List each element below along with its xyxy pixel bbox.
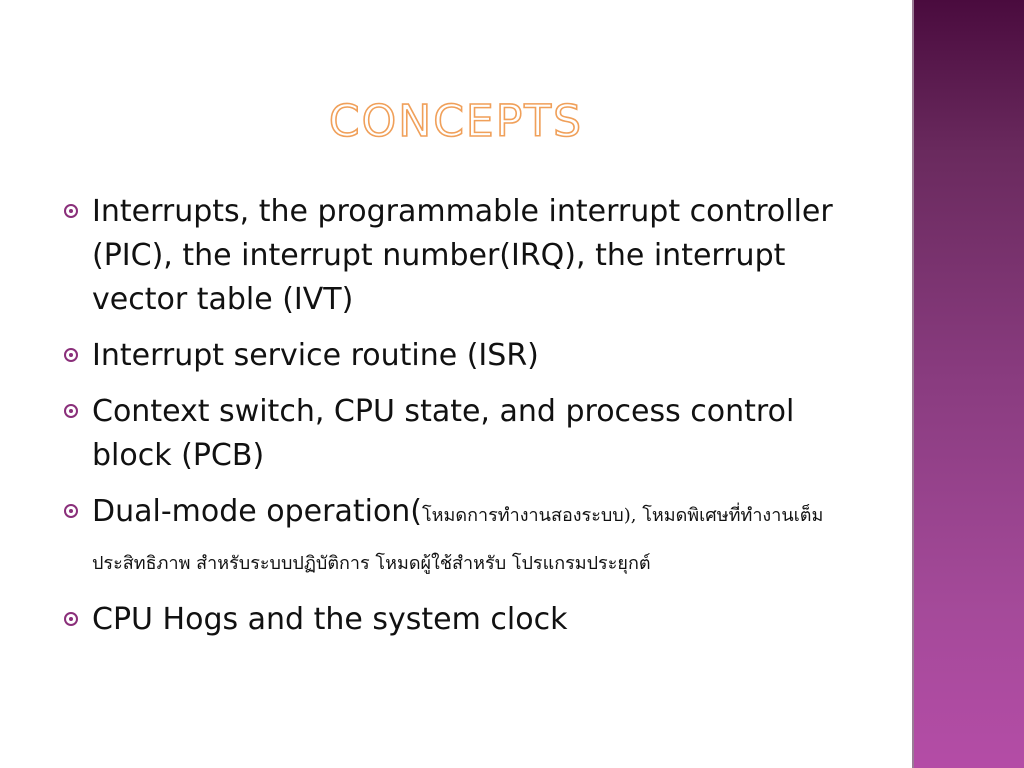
bullet-text: Dual-mode operation( — [92, 494, 423, 529]
bullet-text: Interrupt service routine (ISR) — [92, 338, 539, 373]
bullet-item-isr — [64, 334, 854, 378]
bullet-item-context-switch — [64, 390, 854, 478]
circle-dot-bullet-icon — [64, 612, 78, 626]
circle-dot-bullet-icon — [64, 504, 78, 518]
circle-dot-bullet-icon — [64, 204, 78, 218]
circle-dot-bullet-icon — [64, 404, 78, 418]
slide-title: CONCEPTS — [328, 96, 584, 147]
bullet-thai-text: โหมดการทำงานสองระบบ), โหมดพิเศษที่ทำงานเต็มประสิทธิภาพ สำหรับระบบปฏิบัติการ โหมดผู้ใช้สำหรับ โปรแกรมประยุกต์ — [92, 505, 824, 574]
bullet-item-dual-mode — [64, 490, 854, 586]
decorative-sidebar — [914, 0, 1024, 768]
circle-dot-bullet-icon — [64, 348, 78, 362]
bullet-item-cpu-hogs — [64, 598, 854, 642]
bullet-text: Context switch, CPU state, and process control block (PCB) — [92, 394, 795, 473]
bullet-text: Interrupts, the programmable interrupt controller (PIC), the interrupt number(IRQ), the interrupt vector table (IVT) — [92, 194, 833, 317]
bullet-list — [64, 190, 854, 654]
bullet-text: CPU Hogs and the system clock — [92, 602, 568, 637]
bullet-item-interrupts — [64, 190, 854, 322]
